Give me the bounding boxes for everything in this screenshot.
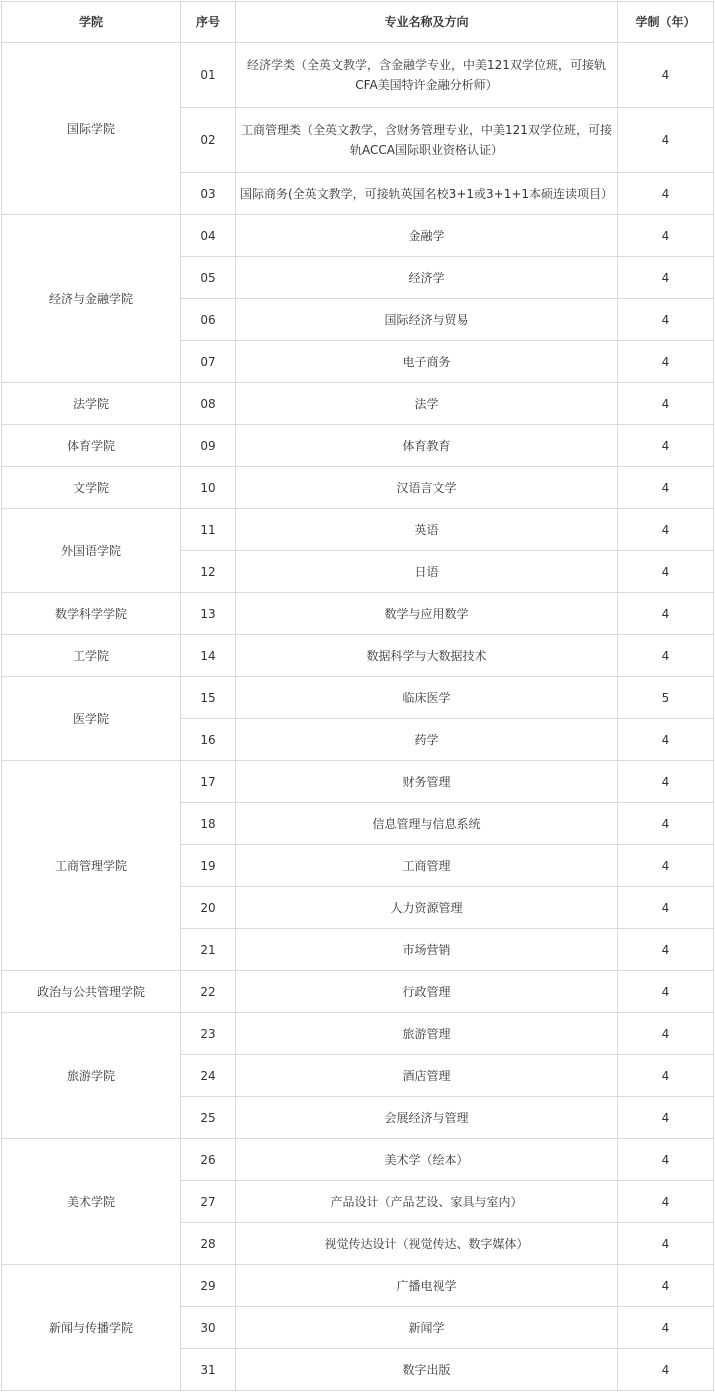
years-cell: 5: [618, 677, 714, 719]
number-cell: 28: [181, 1223, 236, 1265]
years-cell: 4: [618, 299, 714, 341]
years-cell: 4: [618, 383, 714, 425]
college-cell: 经济与金融学院: [2, 215, 181, 383]
years-cell: 4: [618, 108, 714, 173]
number-cell: 02: [181, 108, 236, 173]
number-cell: 05: [181, 257, 236, 299]
table-body: [2, 43, 714, 1391]
number-cell: 11: [181, 509, 236, 551]
years-cell: 4: [618, 467, 714, 509]
years-cell: 4: [618, 1097, 714, 1139]
years-cell: 4: [618, 1223, 714, 1265]
major-cell: 英语: [236, 509, 618, 551]
years-cell: 4: [618, 551, 714, 593]
college-cell: 体育学院: [2, 425, 181, 467]
number-cell: 31: [181, 1349, 236, 1391]
major-cell: 新闻学: [236, 1307, 618, 1349]
college-cell: 美术学院: [2, 1139, 181, 1265]
major-cell: 体育教育: [236, 425, 618, 467]
major-cell: 经济学: [236, 257, 618, 299]
years-cell: 4: [618, 719, 714, 761]
table-row: [2, 425, 714, 467]
major-cell: 工商管理: [236, 845, 618, 887]
number-cell: 25: [181, 1097, 236, 1139]
major-cell: 法学: [236, 383, 618, 425]
major-cell: 广播电视学: [236, 1265, 618, 1307]
years-cell: 4: [618, 887, 714, 929]
table-row: [2, 509, 714, 551]
table-row: [2, 467, 714, 509]
major-cell: 视觉传达设计（视觉传达、数字媒体）: [236, 1223, 618, 1265]
number-cell: 13: [181, 593, 236, 635]
major-cell: 临床医学: [236, 677, 618, 719]
years-cell: 4: [618, 425, 714, 467]
years-cell: 4: [618, 43, 714, 108]
major-cell: 药学: [236, 719, 618, 761]
years-cell: 4: [618, 1265, 714, 1307]
number-cell: 21: [181, 929, 236, 971]
major-cell: 行政管理: [236, 971, 618, 1013]
table-row: [2, 1139, 714, 1181]
table-row: [2, 43, 714, 108]
college-cell: 政治与公共管理学院: [2, 971, 181, 1013]
number-cell: 23: [181, 1013, 236, 1055]
college-cell: 外国语学院: [2, 509, 181, 593]
college-cell: 工学院: [2, 635, 181, 677]
number-cell: 24: [181, 1055, 236, 1097]
major-cell: 市场营销: [236, 929, 618, 971]
table-row: [2, 383, 714, 425]
majors-table: [1, 1, 714, 1391]
years-cell: 4: [618, 593, 714, 635]
number-cell: 27: [181, 1181, 236, 1223]
college-cell: 新闻与传播学院: [2, 1265, 181, 1391]
major-cell: 信息管理与信息系统: [236, 803, 618, 845]
table-row: [2, 215, 714, 257]
college-cell: 数学科学学院: [2, 593, 181, 635]
number-cell: 07: [181, 341, 236, 383]
major-cell: 金融学: [236, 215, 618, 257]
years-cell: 4: [618, 341, 714, 383]
college-cell: 国际学院: [2, 43, 181, 215]
header-years: 学制（年）: [618, 2, 714, 43]
table-row: [2, 1265, 714, 1307]
college-cell: 工商管理学院: [2, 761, 181, 971]
years-cell: 4: [618, 1013, 714, 1055]
header-college: 学院: [2, 2, 181, 43]
major-cell: 酒店管理: [236, 1055, 618, 1097]
years-cell: 4: [618, 1349, 714, 1391]
number-cell: 16: [181, 719, 236, 761]
number-cell: 19: [181, 845, 236, 887]
number-cell: 01: [181, 43, 236, 108]
major-cell: 旅游管理: [236, 1013, 618, 1055]
major-cell: 日语: [236, 551, 618, 593]
number-cell: 30: [181, 1307, 236, 1349]
table-row: [2, 1013, 714, 1055]
number-cell: 18: [181, 803, 236, 845]
years-cell: 4: [618, 1307, 714, 1349]
college-cell: 文学院: [2, 467, 181, 509]
table-row: [2, 593, 714, 635]
years-cell: 4: [618, 1181, 714, 1223]
number-cell: 04: [181, 215, 236, 257]
years-cell: 4: [618, 803, 714, 845]
header-number: 序号: [181, 2, 236, 43]
major-cell: 国际经济与贸易: [236, 299, 618, 341]
number-cell: 15: [181, 677, 236, 719]
years-cell: 4: [618, 635, 714, 677]
major-cell: 数据科学与大数据技术: [236, 635, 618, 677]
number-cell: 22: [181, 971, 236, 1013]
years-cell: 4: [618, 845, 714, 887]
major-cell: 数学与应用数学: [236, 593, 618, 635]
college-cell: 法学院: [2, 383, 181, 425]
major-cell: 电子商务: [236, 341, 618, 383]
years-cell: 4: [618, 173, 714, 215]
major-cell: 汉语言文学: [236, 467, 618, 509]
major-cell: 美术学（绘本）: [236, 1139, 618, 1181]
header-row: [2, 2, 714, 43]
major-cell: 财务管理: [236, 761, 618, 803]
number-cell: 10: [181, 467, 236, 509]
major-cell: 经济学类（全英文教学，含金融学专业，中美121双学位班，可接轨CFA美国特许金融分析师）: [236, 43, 618, 108]
years-cell: 4: [618, 1139, 714, 1181]
table-row: [2, 761, 714, 803]
number-cell: 29: [181, 1265, 236, 1307]
years-cell: 4: [618, 971, 714, 1013]
number-cell: 26: [181, 1139, 236, 1181]
table-row: [2, 677, 714, 719]
college-cell: 旅游学院: [2, 1013, 181, 1139]
years-cell: 4: [618, 929, 714, 971]
number-cell: 12: [181, 551, 236, 593]
number-cell: 03: [181, 173, 236, 215]
number-cell: 14: [181, 635, 236, 677]
major-cell: 国际商务(全英文教学，可接轨英国名校3+1或3+1+1本硕连读项目）: [236, 173, 618, 215]
years-cell: 4: [618, 761, 714, 803]
major-cell: 工商管理类（全英文教学，含财务管理专业，中美121双学位班，可接轨ACCA国际职业资格认证）: [236, 108, 618, 173]
table-row: [2, 635, 714, 677]
number-cell: 17: [181, 761, 236, 803]
years-cell: 4: [618, 257, 714, 299]
header-major: 专业名称及方向: [236, 2, 618, 43]
major-cell: 产品设计（产品艺设、家具与室内）: [236, 1181, 618, 1223]
major-cell: 人力资源管理: [236, 887, 618, 929]
number-cell: 06: [181, 299, 236, 341]
table-row: [2, 971, 714, 1013]
years-cell: 4: [618, 215, 714, 257]
major-cell: 会展经济与管理: [236, 1097, 618, 1139]
years-cell: 4: [618, 1055, 714, 1097]
major-cell: 数字出版: [236, 1349, 618, 1391]
number-cell: 09: [181, 425, 236, 467]
college-cell: 医学院: [2, 677, 181, 761]
number-cell: 20: [181, 887, 236, 929]
number-cell: 08: [181, 383, 236, 425]
years-cell: 4: [618, 509, 714, 551]
